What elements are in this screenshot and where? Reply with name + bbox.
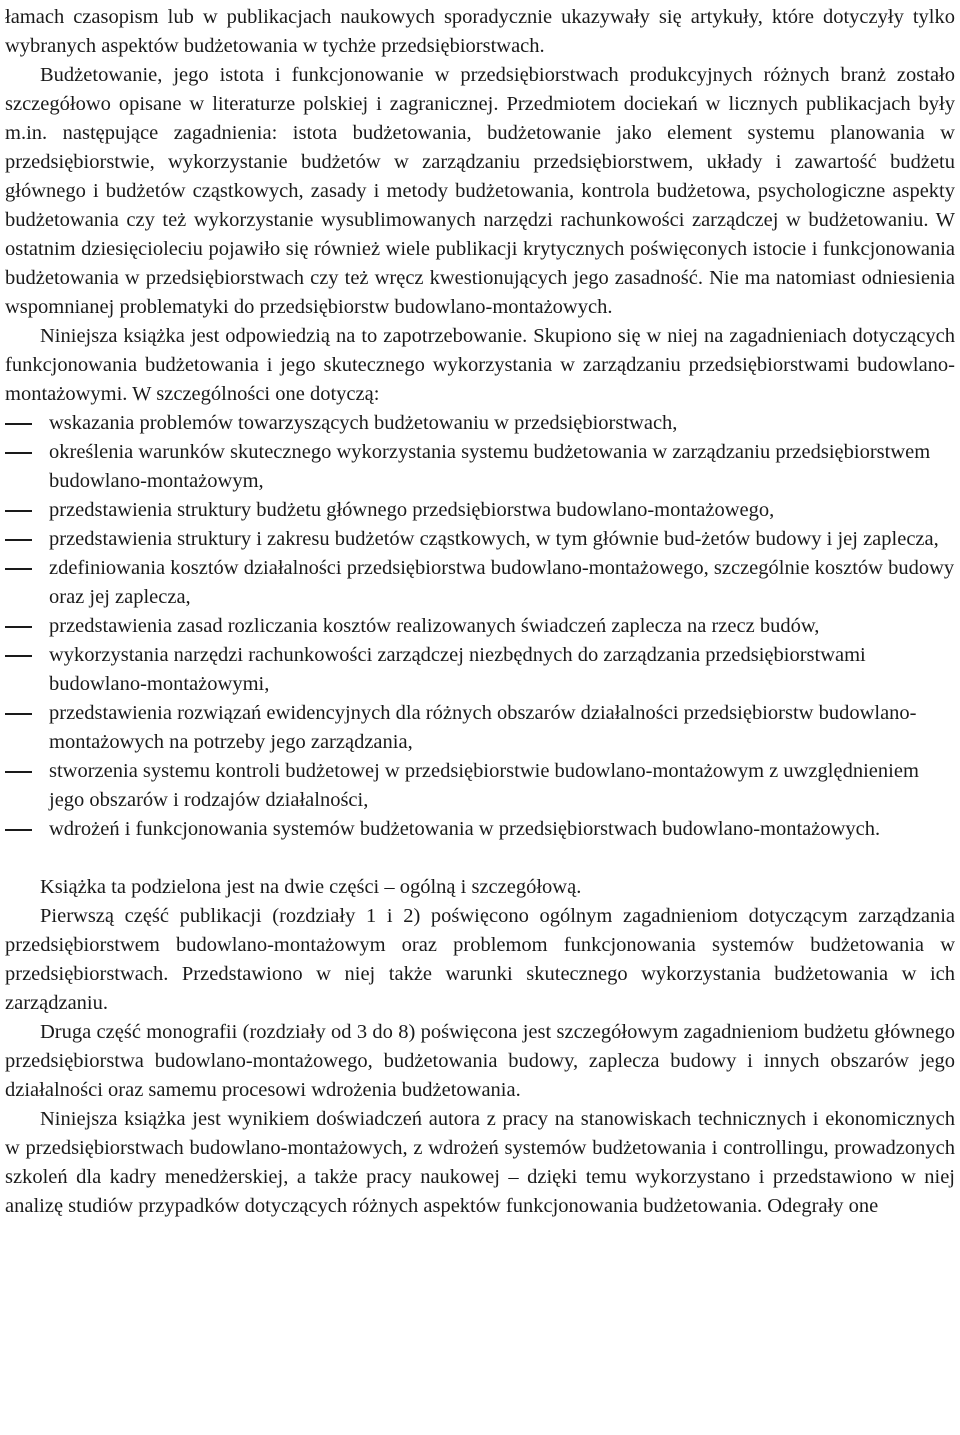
dash-bullet-icon	[5, 510, 32, 512]
list-item-text: przedstawienia struktury budżetu głównego przedsiębiorstwa budowlano-montażowego,	[49, 499, 775, 521]
list-item	[5, 438, 955, 496]
list-item	[5, 409, 955, 438]
dash-bullet-icon	[5, 452, 32, 454]
paragraph-book-parts: Książka ta podzielona jest na dwie części – ogólną i szczegółową.	[40, 876, 582, 898]
list-item-text: przedstawienia rozwiązań ewidencyjnych dla różnych obszarów działalności przedsiębiorstw budowlano-montażowych na potrzeby jego zarządzania,	[49, 702, 917, 753]
paragraph-part-two: Druga część monografii (rozdziały od 3 do 8) poświęcona jest szczegółowym zagadnieniom budżetu głównego przedsiębiorstwa budowlano-montażowego, budżetowania budowy, zaplecza budowy i innych obszarów jego działalności oraz samemu procesowi wdrożenia budżetowania.	[5, 1021, 955, 1101]
paragraph-continuation: łamach czasopism lub w publikacjach naukowych sporadycznie ukazywały się artykuły, które dotyczyły tylko wybranych aspektów budżetowania w tychże przedsiębiorstwach.	[5, 6, 955, 57]
dash-bullet-icon	[5, 771, 32, 773]
paragraph-author-experience: Niniejsza książka jest wynikiem doświadczeń autora z pracy na stanowiskach technicznych i ekonomicznych w przedsiębiorstwach budowlano-montażowych, z wdrożeń systemów budżetowania i controllingu, prowadzonych szkoleń dla kadry menedżerskiej, a także pracy naukowej – dzięki temu wykorzystano i przedstawiono w niej analizę studiów przypadków dotyczących różnych aspektów funkcjonowania budżetowania. Odegrały one	[5, 1108, 955, 1217]
dash-bullet-icon	[5, 626, 32, 628]
dash-bullet-icon	[5, 829, 32, 831]
list-item-text: wskazania problemów towarzyszących budżetowaniu w przedsiębiorstwach,	[49, 412, 678, 434]
list-item-text: określenia warunków skutecznego wykorzystania systemu budżetowania w zarządzaniu przedsiębiorstwem budowlano-montażowym,	[49, 441, 931, 492]
list-item-text: stworzenia systemu kontroli budżetowej w przedsiębiorstwie budowlano-montażowym z uwzględnieniem jego obszarów i rodzajów działalności,	[49, 760, 919, 811]
dash-bullet-icon	[5, 423, 32, 425]
list-item	[5, 641, 955, 699]
paragraph-part-one: Pierwszą część publikacji (rozdziały 1 i 2) poświęcono ogólnym zagadnieniom dotyczącym zarządzania przedsiębiorstwem budowlano-montażowym oraz problemom funkcjonowania systemów budżetowania w przedsiębiorstwach. Przedstawiono w niej także warunki skutecznego wykorzystania budżetowania w ich zarządzaniu.	[5, 905, 955, 1014]
list-item	[5, 612, 955, 641]
dash-bullet-icon	[5, 568, 32, 570]
list-item	[5, 699, 955, 757]
list-item-text: wykorzystania narzędzi rachunkowości zarządczej niezbędnych do zarządzania przedsiębiorstwami budowlano-montażowymi,	[49, 644, 866, 695]
intro-section	[5, 3, 955, 409]
list-item	[5, 525, 955, 554]
dash-bullet-icon	[5, 655, 32, 657]
paragraph-book-scope: Niniejsza książka jest odpowiedzią na to zapotrzebowanie. Skupiono się w niej na zagadnieniach dotyczących funkcjonowania budżetowania i jego skutecznego wykorzystania w zarządzaniu przedsiębiorstwami budowlano-montażowymi. W szczególności one dotyczą:	[5, 325, 955, 405]
list-item-text: przedstawienia zasad rozliczania kosztów realizowanych świadczeń zaplecza na rzecz budów,	[49, 615, 820, 637]
paragraph-literature-review: Budżetowanie, jego istota i funkcjonowanie w przedsiębiorstwach produkcyjnych różnych branż zostało szczegółowo opisane w literaturze polskiej i zagranicznej. Przedmiotem dociekań w licznych publikacjach były m.in. następujące zagadnienia: istota budżetowania, budżetowanie jako element systemu planowania w przedsiębiorstwie, wykorzystanie budżetów w zarządzaniu przedsiębiorstwem, układy i zawartość budżetu głównego i budżetów cząstkowych, zasady i metody budżetowania, kontrola budżetowa, psychologiczne aspekty budżetowania czy też wykorzystanie wysublimowanych narzędzi rachunkowości zarządczej w budżetowaniu. W ostatnim dziesięcioleciu pojawiło się również wiele publikacji krytycznych poświęconych istocie i funkcjonowania budżetowania w przedsiębiorstwach czy też wręcz kwestionujących jego zasadność. Nie ma natomiast odniesienia wspomnianej problematyki do przedsiębiorstw budowlano-montażowych.	[5, 64, 955, 318]
dash-bullet-icon	[5, 713, 32, 715]
list-item-text: zdefiniowania kosztów działalności przedsiębiorstwa budowlano-montażowego, szczególnie kosztów budowy oraz jej zaplecza,	[49, 557, 955, 608]
list-item-text: wdrożeń i funkcjonowania systemów budżetowania w przedsiębiorstwach budowlano-montażowych.	[49, 818, 881, 840]
list-item	[5, 815, 955, 844]
list-item	[5, 496, 955, 525]
dash-bullet-icon	[5, 539, 32, 541]
list-item	[5, 757, 955, 815]
structure-section	[5, 873, 955, 1221]
list-item	[5, 554, 955, 612]
scope-list	[5, 409, 955, 844]
list-item-text: przedstawienia struktury i zakresu budżetów cząstkowych, w tym głównie bud-żetów budowy i jej zaplecza,	[49, 528, 939, 550]
